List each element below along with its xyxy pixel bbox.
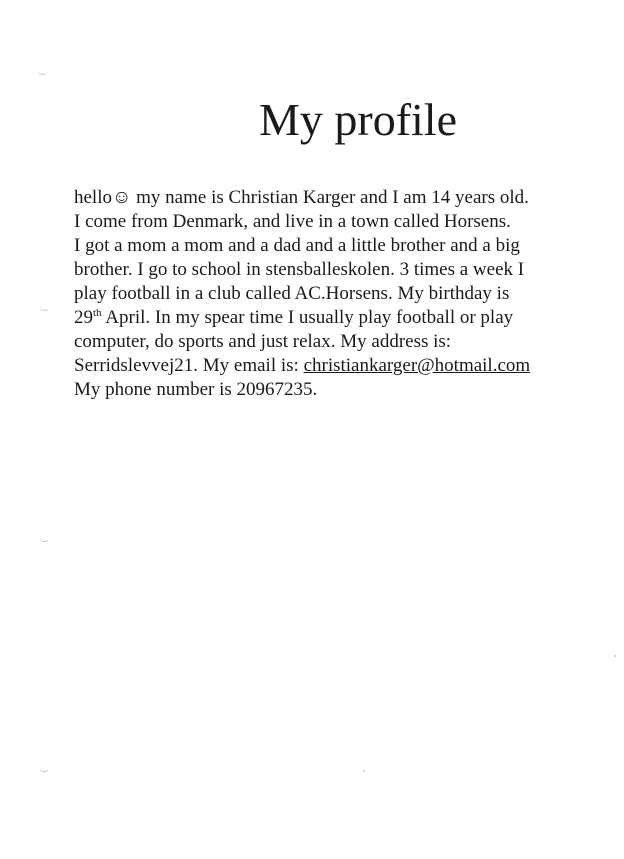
paragraph-line: brother. I go to school in stensballeskolen. 3 times a week I [74, 259, 525, 280]
page-title: My profile [258, 94, 457, 145]
paragraph-line [74, 306, 594, 330]
scan-mark [40, 538, 49, 542]
ordinal-suffix: th [93, 307, 102, 319]
birthday-day: 29 [74, 307, 93, 328]
email-link[interactable]: christiankarger@hotmail.com [303, 355, 531, 376]
paragraph-line: I got a mom a mom and a dad and a little brother and a big [74, 235, 520, 256]
paragraph-line: computer, do sports and just relax. My address is: [74, 331, 452, 352]
paragraph-line: I come from Denmark, and live in a town called Horsens. [74, 211, 511, 232]
scan-mark [40, 307, 49, 311]
paragraph-text: Serridslevvej21. My email is: [74, 355, 304, 376]
paragraph-line: hello☺ my name is Christian Karger and I am 14 years old. [74, 187, 529, 208]
scan-mark [38, 71, 47, 75]
paragraph-text: April. In my spear time I usually play football or play [101, 307, 514, 328]
paragraph-line: play football in a club called AC.Horsens. My birthday is [74, 283, 510, 304]
profile-paragraph [74, 186, 594, 402]
scan-speck [363, 770, 365, 772]
paragraph-line: My phone number is 20967235. [74, 379, 318, 400]
scan-mark [40, 768, 49, 772]
scan-speck [614, 655, 616, 657]
paragraph-line [74, 354, 594, 378]
